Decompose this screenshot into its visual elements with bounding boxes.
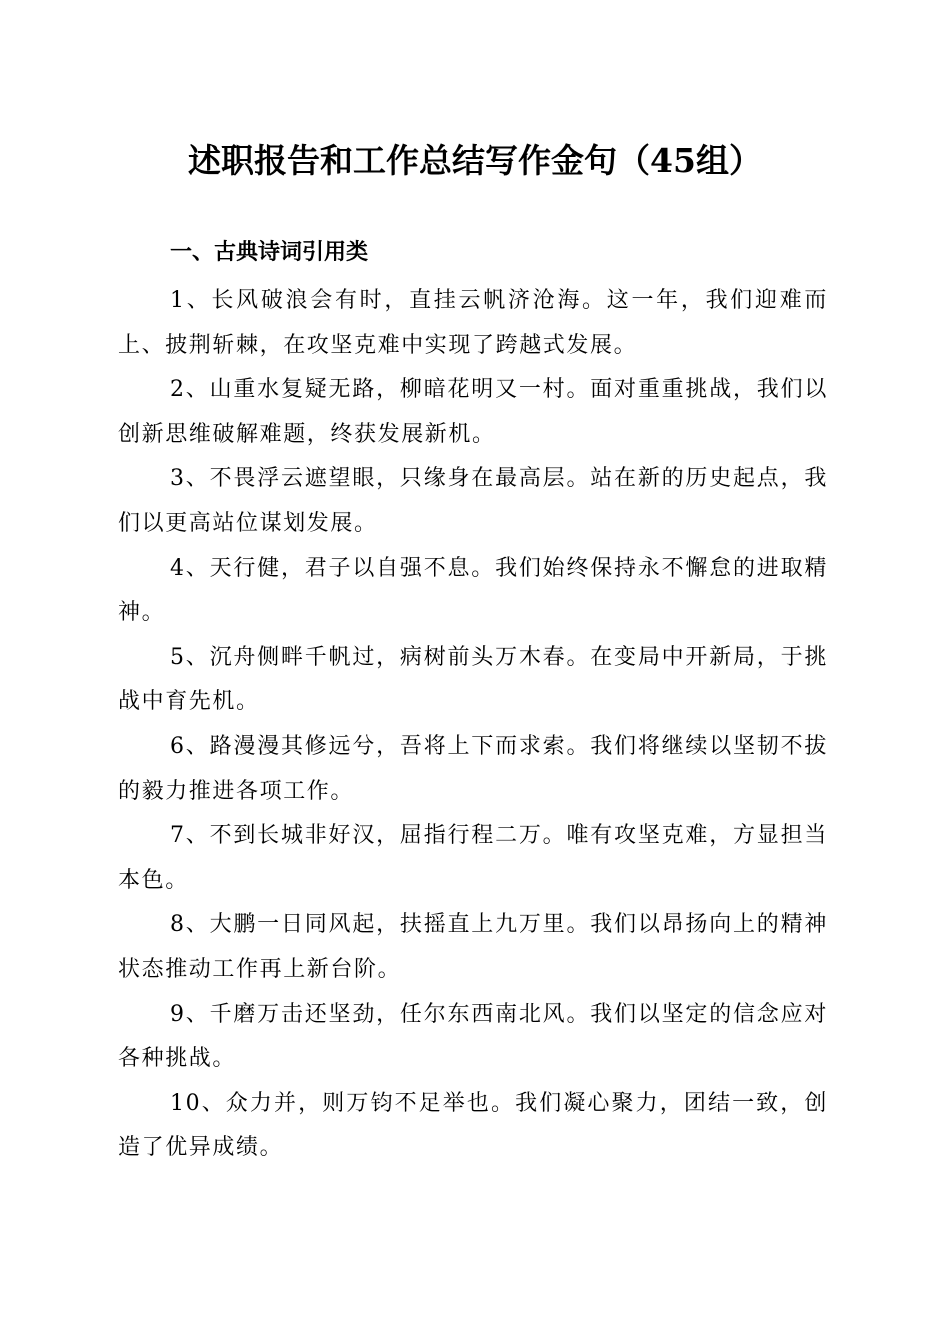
quote-item: 5、沉舟侧畔千帆过，病树前头万木春。在变局中开新局，于挑战中育先机。 xyxy=(118,644,828,715)
quote-item: 3、不畏浮云遮望眼，只缘身在最高层。站在新的历史起点，我们以更高站位谋划发展。 xyxy=(118,466,828,536)
quote-item: 9、千磨万击还坚劲，任尔东西南北风。我们以坚定的信念应对各种挑战。 xyxy=(118,1001,828,1072)
document-title: 述职报告和工作总结写作金句（45组） xyxy=(188,141,762,180)
section-heading: 一、古典诗词引用类 xyxy=(170,240,369,265)
quote-item: 7、不到长城非好汉，屈指行程二万。唯有攻坚克难，方显担当本色。 xyxy=(118,823,828,893)
quote-item: 8、大鹏一日同风起，扶摇直上九万里。我们以昂扬向上的精神状态推动工作再上新台阶。 xyxy=(118,912,828,982)
quote-list xyxy=(118,279,828,1171)
quote-item: 10、众力并，则万钧不足举也。我们凝心聚力，团结一致，创造了优异成绩。 xyxy=(118,1090,828,1161)
quote-item: 2、山重水复疑无路，柳暗花明又一村。面对重重挑战，我们以创新思维破解难题，终获发展新机。 xyxy=(118,377,828,447)
quote-item: 1、长风破浪会有时，直挂云帆济沧海。这一年，我们迎难而上、披荆斩棘，在攻坚克难中实现了跨越式发展。 xyxy=(118,288,828,358)
quote-item: 4、天行健，君子以自强不息。我们始终保持永不懈怠的进取精神。 xyxy=(118,555,828,626)
quote-item: 6、路漫漫其修远兮，吾将上下而求索。我们将继续以坚韧不拔的毅力推进各项工作。 xyxy=(118,733,828,804)
